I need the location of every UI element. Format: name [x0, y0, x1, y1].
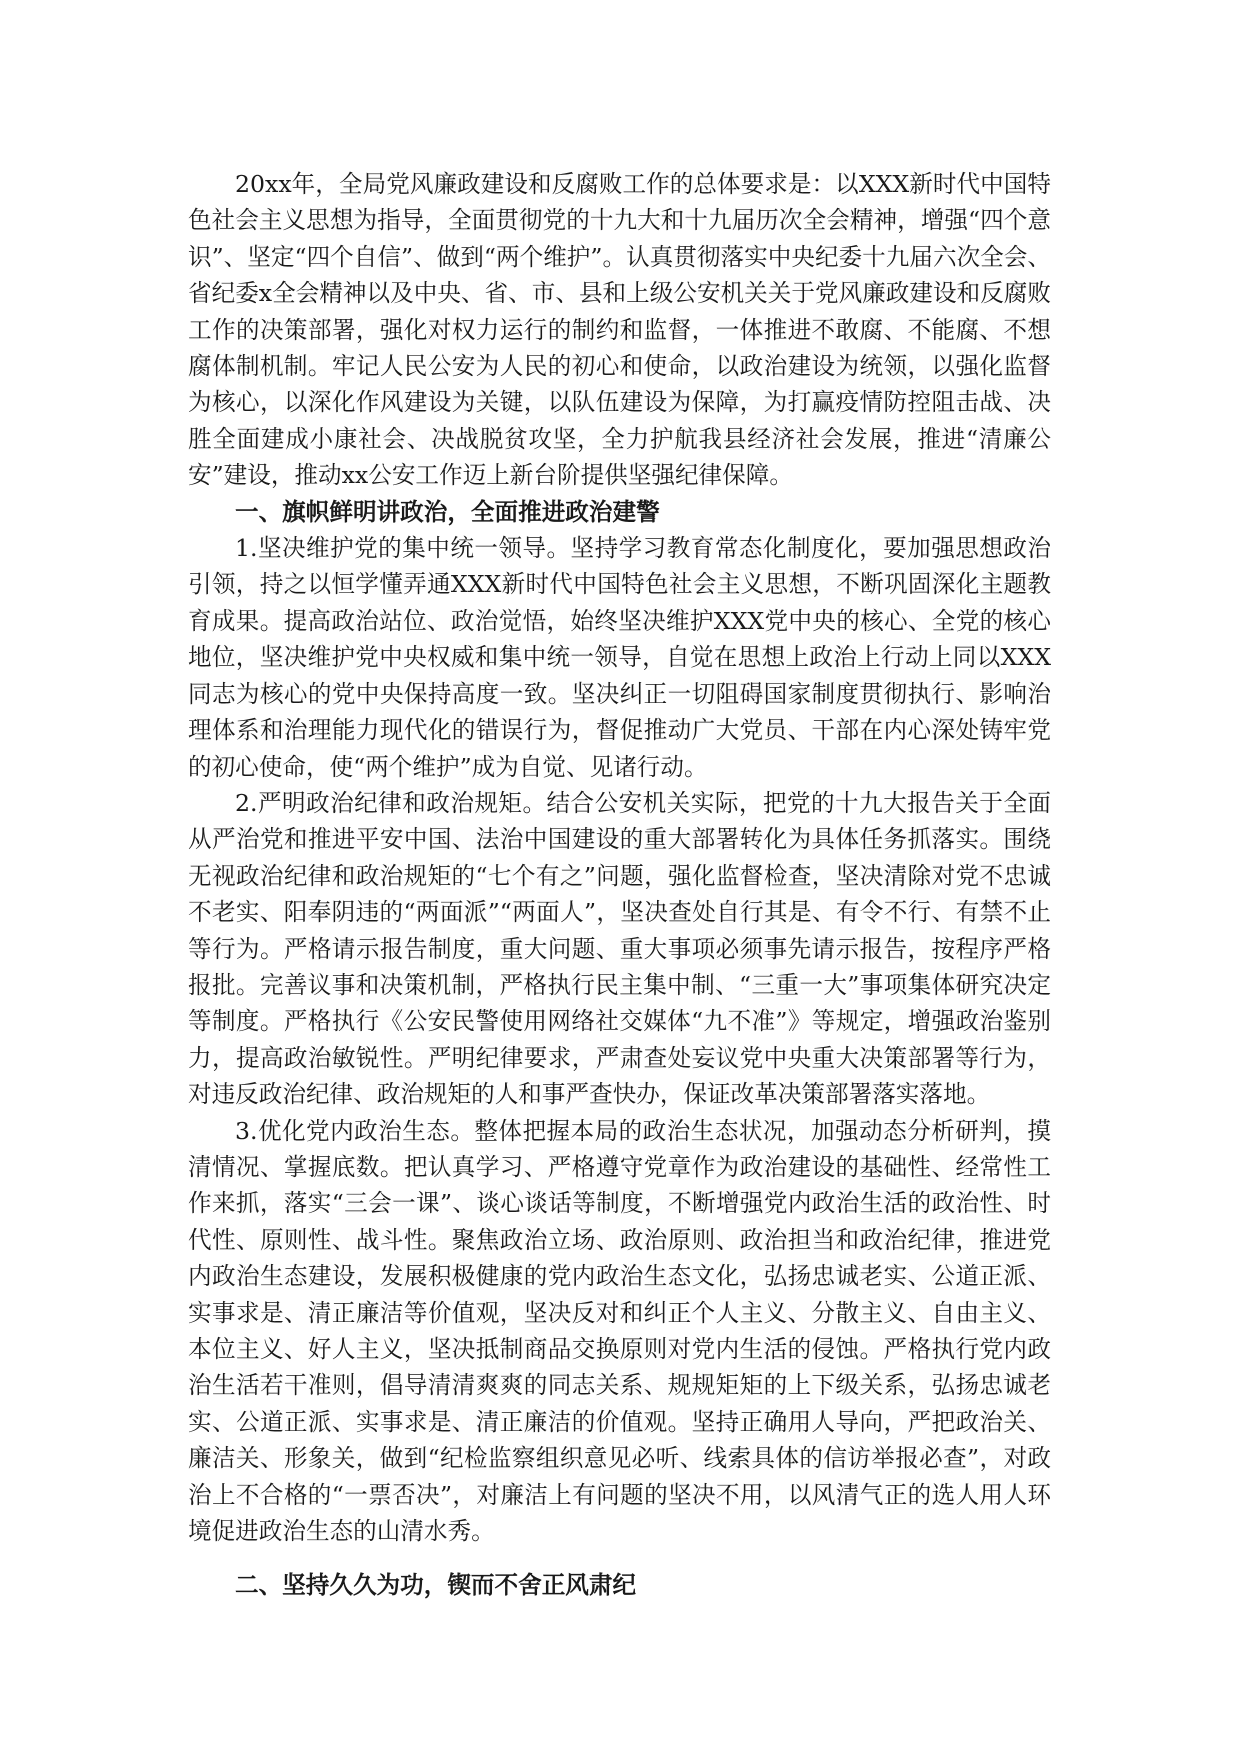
document-body — [188, 166, 1051, 1604]
section-heading-1: 一、旗帜鲜明讲政治，全面推进政治建警 — [235, 497, 660, 526]
paragraph-item-3: 3.优化党内政治生态。整体把握本局的政治生态状况，加强动态分析研判，摸清情况、掌握底数。把认真学习、严格遵守党章作为政治建设的基础性、经常性工作来抓，落实“三会一课”、谈心谈话等制度，不断增强党内政治生活的政治性、时代性、原则性、战斗性。聚焦政治立场、政治原则、政治担当和政治纪律，推进党内政治生态建设，发展积极健康的党内政治生态文化，弘扬忠诚老实、公道正派、实事求是、清正廉洁等价值观，坚决反对和纠正个人主义、分散主义、自由主义、本位主义、好人主义，坚决抵制商品交换原则对党内生活的侵蚀。严格执行党内政治生活若干准则，倡导清清爽爽的同志关系、规规矩矩的上下级关系，弘扬忠诚老实、公道正派、实事求是、清正廉洁的价值观。坚持正确用人导向，严把政治关、廉洁关、形象关，做到“纪检监察组织意见必听、线索具体的信访举报必查”，对政治上不合格的“一票否决”，对廉洁上有问题的坚决不用，以风清气正的选人用人环境促进政治生态的山清水秀。 — [188, 1116, 1051, 1546]
intro-paragraph: 20xx年，全局党风廉政建设和反腐败工作的总体要求是：以XXX新时代中国特色社会主义思想为指导，全面贯彻党的十九大和十九届历次全会精神，增强“四个意识”、坚定“四个自信”、做到“两个维护”。认真贯彻落实中央纪委十九届六次全会、省纪委x全会精神以及中央、省、市、县和上级公安机关关于党风廉政建设和反腐败工作的决策部署，强化对权力运行的制约和监督，一体推进不敢腐、不能腐、不想腐体制机制。牢记人民公安为人民的初心和使命，以政治建设为统领，以强化监督为核心，以深化作风建设为关键，以队伍建设为保障，为打赢疫情防控阻击战、决胜全面建成小康社会、决战脱贫攻坚，全力护航我县经济社会发展，推进“清廉公安”建设，推动xx公安工作迈上新台阶提供坚强纪律保障。 — [188, 170, 1051, 490]
paragraph-item-2: 2.严明政治纪律和政治规矩。结合公安机关实际，把党的十九大报告关于全面从严治党和推进平安中国、法治中国建设的重大部署转化为具体任务抓落实。围绕无视政治纪律和政治规矩的“七个有之”问题，强化监督检查，坚决清除对党不忠诚不老实、阳奉阴违的“两面派”“两面人”，坚决查处自行其是、有令不行、有禁不止等行为。严格请示报告制度，重大问题、重大事项必须事先请示报告，按程序严格报批。完善议事和决策机制，严格执行民主集中制、“三重一大”事项集体研究决定等制度。严格执行《公安民警使用网络社交媒体“九不准”》等规定，增强政治鉴别力，提高政治敏锐性。严明纪律要求，严肃查处妄议党中央重大决策部署等行为，对违反政治纪律、政治规矩的人和事严查快办，保证改革决策部署落实落地。 — [188, 788, 1051, 1109]
section-heading-2: 二、坚持久久为功，锲而不舍正风肃纪 — [235, 1571, 637, 1600]
paragraph-item-1: 1.坚决维护党的集中统一领导。坚持学习教育常态化制度化，要加强思想政治引领，持之以恒学懂弄通XXX新时代中国特色社会主义思想，不断巩固深化主题教育成果。提高政治站位、政治觉悟，始终坚决维护XXX党中央的核心、全党的核心地位，坚决维护党中央权威和集中统一领导，自觉在思想上政治上行动上同以XXX同志为核心的党中央保持高度一致。坚决纠正一切阻碍国家制度贯彻执行、影响治理体系和治理能力现代化的错误行为，督促推动广大党员、干部在内心深处铸牢党的初心使命，使“两个维护”成为自觉、见诸行动。 — [188, 534, 1051, 781]
